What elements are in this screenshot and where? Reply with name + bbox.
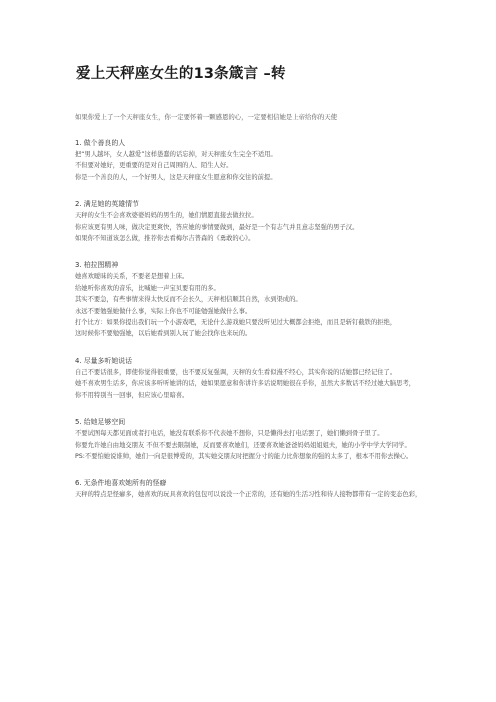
section-paragraph: 不但要对她好，更重要的是对自己周围的人、陌生人好。 <box>75 162 233 170</box>
section-paragraph: 她喜欢暧昧的关系，不要老是想着上床。 <box>75 273 189 281</box>
section-heading: 1. 做个善良的人 <box>75 139 126 147</box>
section-paragraph: 你不用特别当一回事，但应该心里暗喜。 <box>75 391 189 399</box>
section-1 <box>75 137 425 183</box>
document-body <box>75 112 425 516</box>
section-heading: 2. 满足她的英雄情节 <box>75 200 139 209</box>
section-heading: 5. 给她足够空间 <box>75 418 126 427</box>
section-2 <box>75 198 425 244</box>
document-title: 爱上天秤座女生的13条箴言 –转 <box>76 66 286 82</box>
section-6 <box>75 477 425 500</box>
section-heading: 4. 尽量多听她说话 <box>75 356 132 365</box>
intro-paragraph: 如果你爱上了一个天秤座女生，你一定要怀着一颗感恩的心，一定要相信她是上帝给你的天使 <box>75 113 338 121</box>
section-paragraph: 如果你不知道该怎么做，推荐你去看梅尔吉普森的《勇敢的心》。 <box>75 235 255 243</box>
section-heading: 6. 无条件地喜欢她所有的怪癖 <box>75 479 167 488</box>
section-paragraph: PS:不要怕她说谁帅，她们一向是很博爱的，其实她交朋友时把握分寸的能力比你想象的强的太多了，根本不用你去操心。 <box>75 452 413 460</box>
section-paragraph: 这时候你不要勉强她，以后她看到别人玩了她会找你也来玩的。 <box>75 330 252 338</box>
section-paragraph: 天秤的特点是怪癖多，她喜欢的玩具喜欢的包包可以说没一个正常的，还有她的生活习性和待人接物都带有一定的变态色彩， <box>75 491 422 499</box>
section-paragraph: 你应该更有男人味，做决定更爽快，答应她的事情要做到，最好是一个有志气并且意志坚强的男子汉。 <box>75 223 359 231</box>
section-heading: 3. 柏拉图精神 <box>75 261 119 270</box>
section-paragraph: 把“男人越坏，女人越爱”这样愚蠢的话忘掉，对天秤座女生完全不适用。 <box>75 151 277 158</box>
section-paragraph: 不要试图每天都见面或者打电话，她没有联系你不代表她不想你，只是懒得去打电话罢了，她们懒到骨子里了。 <box>75 430 384 438</box>
section-3 <box>75 259 425 339</box>
section-paragraph: 你是一个善良的人，一个好男人，这是天秤座女生愿意和你交往的前提。 <box>75 173 277 181</box>
section-paragraph: 打个比方：如果你提出我们玩一个小游戏吧，无论什么游戏她只要没听见过大概都会拒绝，而且是斩钉截铁的拒绝， <box>75 319 397 327</box>
section-paragraph: 天秤的女生不会喜欢婆婆妈妈的男生的，她们情愿直接去做拉拉。 <box>75 212 258 220</box>
section-paragraph: 她不喜欢男生话多，你应该多听听她讲的话，她如果愿意和你讲许多话说明她很在乎你，虽然大多数话不经过她大脑思考， <box>75 380 416 388</box>
section-4 <box>75 355 425 401</box>
section-paragraph: 给她听你喜欢的音乐，比喊她一声宝贝要有用的多。 <box>75 284 220 292</box>
section-paragraph: 永远不要勉强她做什么事，实际上你也不可能勉强她做什么事。 <box>75 307 252 315</box>
section-paragraph: 自己不要话很多，即使你觉得很重要，也不要反复强调，天秤的女生看似漫不经心，其实你说的话她都已经记住了。 <box>75 368 397 376</box>
section-5 <box>75 416 425 462</box>
section-paragraph: 其实不要急，有些事情来得太快反而不会长久，天秤相信顺其自然，水到渠成的。 <box>75 296 302 304</box>
section-paragraph: 你要允许她自由地交朋友 不但不要去限制她，反而要喜欢她们，还要喜欢她爸爸妈妈姐姐姐夫，她的小学中学大学同学。 <box>75 441 411 449</box>
